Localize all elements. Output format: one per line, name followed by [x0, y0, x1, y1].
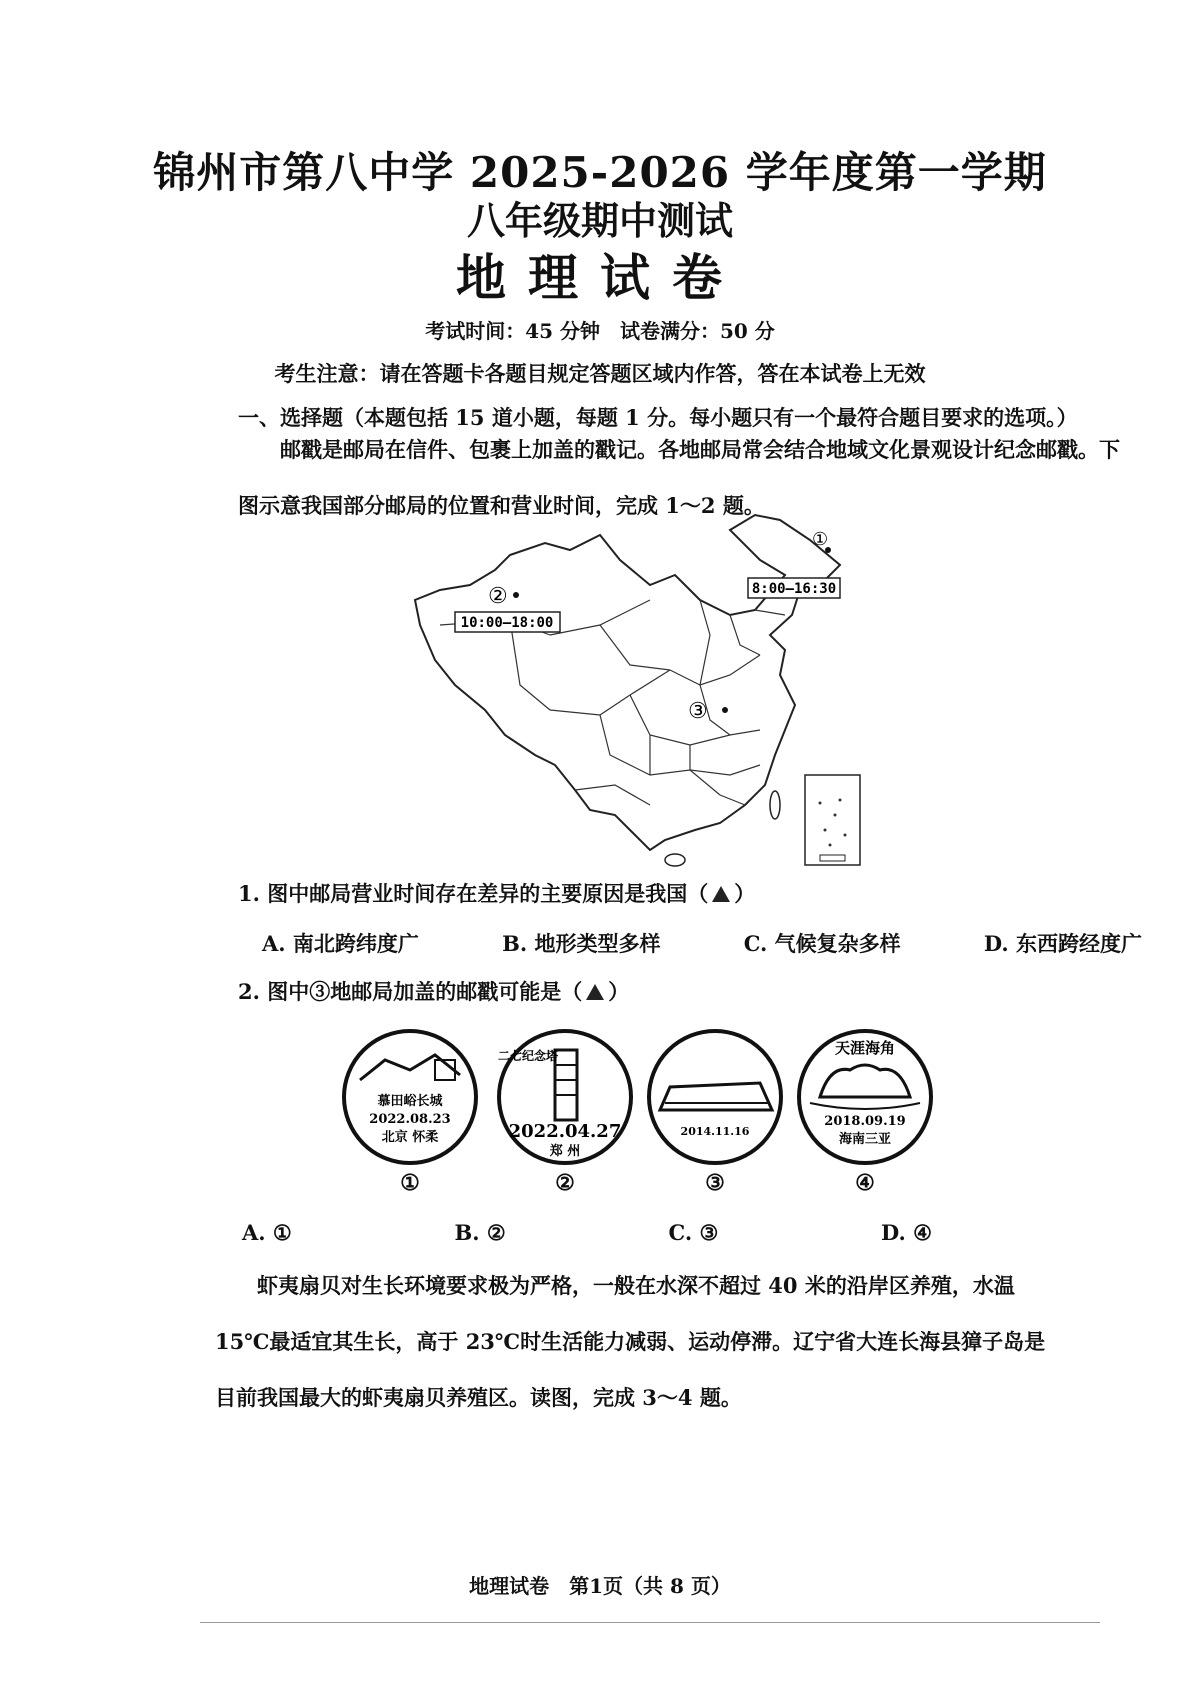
option-c: C. 气候复杂多样 [743, 931, 901, 956]
option-d: D. ④ [881, 1220, 932, 1245]
question-2 [238, 976, 629, 1006]
passage-2: 虾夷扇贝对生长环境要求极为严格，一般在水深不超过 40 米的沿岸区养殖，水温 15℃最适宜其生长，高于 23℃时生活能力减弱、运动停滞。辽宁省大连长海县獐子岛是目前我国最大的虾夷扇贝养殖区。读图，完成 3～4 题。 [215, 1273, 1046, 1410]
page-rule [200, 1622, 1100, 1623]
stamp-2 [498, 1031, 631, 1163]
option-b: B. 地形类型多样 [502, 931, 661, 956]
stamp-3 [649, 1031, 781, 1163]
stamp-1-label: ① [400, 1170, 420, 1196]
school-title: 锦州市第八中学 2025-2026 学年度第一学期 [153, 148, 1047, 197]
post-office-1-hours: 8:00—16:30 [751, 581, 837, 597]
answer-triangle-icon [586, 984, 604, 1000]
stamp-2-label: ② [555, 1170, 575, 1196]
svg-text:海南三亚: 海南三亚 [838, 1132, 892, 1147]
svg-text:2018.09.19: 2018.09.19 [824, 1114, 906, 1129]
question-1-stem: 1. 图中邮局营业时间存在差异的主要原因是我国（ [238, 881, 709, 906]
stamp-4-label: ④ [855, 1170, 875, 1196]
option-d: D. 东西跨经度广 [983, 931, 1142, 956]
svg-text:郑 州: 郑 州 [549, 1144, 581, 1159]
post-office-2-hours: 10:00—18:00 [460, 615, 554, 631]
grade-title: 八年级期中测试 [466, 198, 733, 243]
svg-text:二七纪念塔: 二七纪念塔 [497, 1049, 559, 1063]
question-2-options [242, 1220, 932, 1245]
svg-text:北京 怀柔: 北京 怀柔 [381, 1130, 439, 1145]
stamp-3-label: ③ [705, 1170, 725, 1196]
exam-notice: 考生注意：请在答题卡各题目规定答题区域内作答，答在本试卷上无效 [274, 361, 926, 386]
section-title: 一、选择题（本题包括 15 道小题，每题 1 分。每小题只有一个最符合题目要求的选项。） [238, 405, 1078, 430]
svg-text:天涯海角: 天涯海角 [834, 1039, 896, 1057]
question-1-stem-end: ） [734, 881, 756, 906]
post-office-3-label: ③ [688, 699, 708, 724]
option-c: C. ③ [668, 1220, 719, 1245]
post-office-1-label: ① [812, 529, 829, 550]
option-a: A. ① [242, 1220, 292, 1245]
postmark-stamps [340, 1025, 940, 1175]
post-office-2-label: ② [488, 584, 508, 609]
south-china-sea-inset [805, 775, 860, 865]
question-2-stem-end: ） [608, 979, 630, 1004]
question-1-options [262, 928, 1142, 958]
question-1 [238, 878, 755, 908]
stamp-1 [344, 1031, 476, 1163]
page-footer: 地理试卷 第1页（共 8 页） [469, 1574, 731, 1598]
passage-1: 邮戳是邮局在信件、包裹上加盖的戳记。各地邮局常会结合地域文化景观设计纪念邮戳。下图示意我国部分邮局的位置和营业时间，完成 1～2 题。 [238, 437, 1120, 518]
svg-text:2014.11.16: 2014.11.16 [680, 1125, 750, 1138]
svg-text:2022.08.23: 2022.08.23 [369, 1112, 451, 1127]
svg-text:慕田峪长城: 慕田峪长城 [377, 1094, 443, 1109]
answer-triangle-icon [712, 886, 730, 902]
subject-title: 地理试卷 [456, 249, 744, 307]
option-b: B. ② [454, 1220, 506, 1245]
question-2-stem: 2. 图中③地邮局加盖的邮戳可能是（ [238, 979, 583, 1004]
post-office-3-dot [722, 707, 728, 713]
china-map [400, 505, 900, 875]
exam-info: 考试时间：45 分钟 试卷满分：50 分 [425, 319, 775, 343]
svg-text:2022.04.27: 2022.04.27 [508, 1121, 622, 1142]
option-a: A. 南北跨纬度广 [262, 931, 419, 956]
stamp-4 [799, 1031, 931, 1163]
post-office-2-dot [513, 592, 519, 598]
